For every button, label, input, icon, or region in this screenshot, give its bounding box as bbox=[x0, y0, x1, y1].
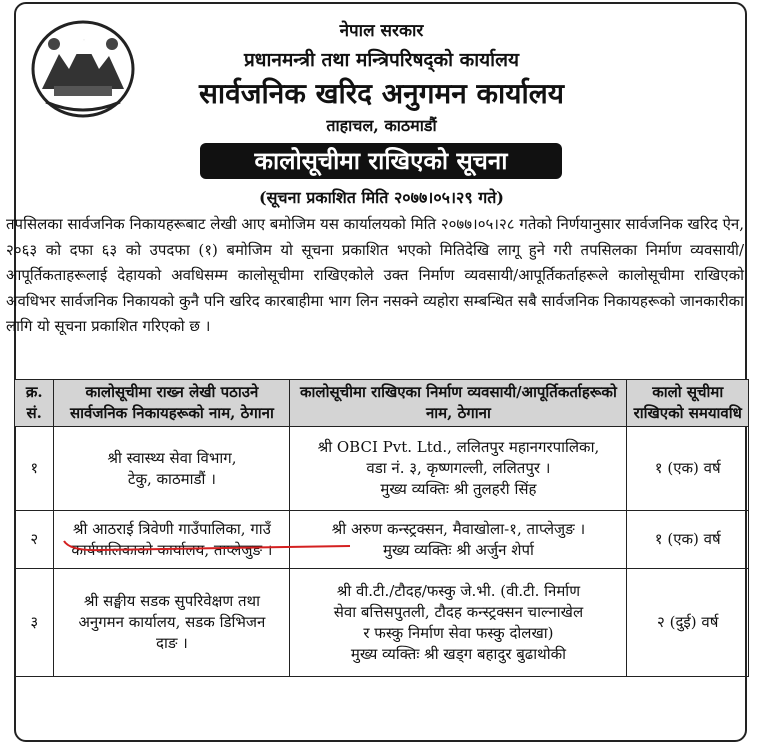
government-title: नेपाल सरकार bbox=[339, 21, 424, 41]
notice-body: तपसिलका सार्वजनिक निकायहरूबाट लेखी आए बमोजिम यस कार्यालयको मिति २०७७।०५।२८ गतेको निर्णयानुसार सार्वजनिक खरिद ऐन, २०६३ को दफा ६३ को उपदफा (१) बमोजिम यो सूचना प्रकाशित भएको मितिदेखि लागू हुने गरी तपसिलका निर्माण व्यवसायी/आपूर्तिकताहरूलाई देहायको अवधिसम्म कालोसूचीमा राखिएकोले उक्त निर्माण व्यवसायी/आपूर्तिकर्ताहरूले कालोसूचीमा राखिएको अवधिभर सार्वजनिक निकायको कुनै पनि खरिद कारबाहीमा भाग लिन नसक्ने व्यहोरा सम्बन्धित सबै सार्वजनिक निकायहरूको जानकारीका लागि यो सूचना प्रकाशित गरिएको छ । bbox=[6, 215, 744, 335]
red-underline-annotation bbox=[60, 537, 360, 557]
table-header-row bbox=[15, 380, 749, 427]
notice-title-banner: कालोसूचीमा राखिएको सूचना bbox=[200, 143, 562, 179]
table-row bbox=[15, 427, 749, 511]
firm-line: वडा नं. ३, कृष्णगल्ली, ललितपुर । bbox=[366, 459, 551, 477]
column-header-sn: क्र. सं. bbox=[15, 380, 54, 427]
column-header-agency: कालोसूचीमा राख्न लेखी पठाउने सार्वजनिक निकायहरूको नाम, ठेगाना bbox=[54, 380, 290, 427]
column-header-period: कालो सूचीमा राखिएको समयावधि bbox=[627, 380, 749, 427]
agency-line: अनुगमन कार्यालय, सडक डिभिजन bbox=[78, 613, 266, 631]
publication-date: (सूचना प्रकाशित मिति २०७७।०५।२९ गते) bbox=[259, 188, 504, 207]
agency-line: कार्यपालिकाको कार्यालय, ताप्लेजुङ । bbox=[71, 540, 273, 559]
row-agency bbox=[54, 427, 290, 511]
row-period: १ (एक) वर्ष bbox=[627, 427, 749, 511]
department-title: सार्वजनिक खरिद अनुगमन कार्यालय bbox=[199, 77, 564, 110]
row-period: १ (एक) वर्ष bbox=[627, 511, 749, 569]
row-firm bbox=[290, 427, 627, 511]
firm-line: र फस्कु निर्माण सेवा फस्कु दोलखा) bbox=[363, 623, 554, 642]
agency-line: दाङ । bbox=[155, 634, 188, 652]
table-row bbox=[15, 569, 749, 677]
blacklist-table bbox=[14, 379, 749, 677]
firm-line: श्री अरुण कन्स्ट्रक्सन, मैवाखोला-१, ताप्लेजुङ । bbox=[331, 519, 586, 538]
row-sn: १ bbox=[15, 427, 54, 511]
agency-line: टेकु, काठमाडौं । bbox=[127, 469, 216, 488]
row-agency bbox=[54, 569, 290, 677]
firm-line: मुख्य व्यक्तिः श्री अर्जुन शेर्पा bbox=[382, 540, 534, 559]
agency-line: श्री सङ्घीय सडक सुपरिवेक्षण तथा bbox=[83, 592, 260, 610]
firm-line: मुख्य व्यक्तिः श्री खड्ग बहादुर बुढाथोकी bbox=[350, 644, 566, 663]
column-header-firm: कालोसूचीमा राखिएका निर्माण व्यवसायी/आपूर्तिकर्ताहरूको नाम, ठेगाना bbox=[290, 380, 627, 427]
row-sn: २ bbox=[15, 511, 54, 569]
office-location: ताहाचल, काठमाडौं bbox=[326, 116, 437, 135]
agency-line: श्री स्वास्थ्य सेवा विभाग, bbox=[107, 448, 237, 467]
agency-line: श्री आठराई त्रिवेणी गाउँपालिका, गाउँ bbox=[72, 519, 271, 538]
firm-line: मुख्य व्यक्तिः श्री तुलहरी सिंह bbox=[380, 480, 537, 498]
firm-line: श्री वी.टी./टौदह/फस्कु जे.भी. (वी.टी. निर्माण bbox=[336, 581, 581, 600]
firm-line: श्री OBCI Pvt. Ltd., ललितपुर महानगरपालिका, bbox=[317, 438, 600, 456]
row-period: २ (दुई) वर्ष bbox=[627, 569, 749, 677]
row-firm bbox=[290, 569, 627, 677]
row-sn: ३ bbox=[15, 569, 54, 677]
firm-line: सेवा बत्तिसपुतली, टौदह कन्स्ट्रक्सन चाल्नाखेल bbox=[333, 602, 584, 621]
office-title: प्रधानमन्त्री तथा मन्त्रिपरिषद्‌को कार्यालय bbox=[243, 49, 519, 71]
